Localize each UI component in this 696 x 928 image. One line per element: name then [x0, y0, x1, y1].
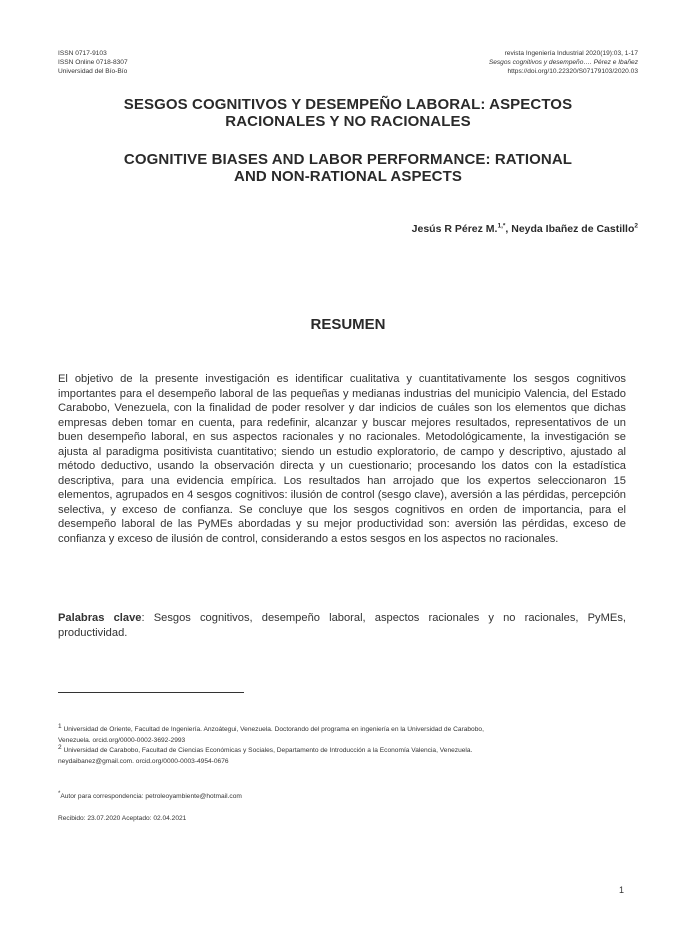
correspondence-mark: *	[58, 790, 61, 797]
issn-print: ISSN 0717-9103	[58, 50, 107, 57]
authors-line	[412, 223, 638, 235]
footnote-2-mark: 2	[58, 743, 62, 751]
author-separator: ,	[505, 223, 512, 235]
author-1: Jesús R Pérez M.	[411, 223, 498, 235]
title-english	[40, 151, 656, 185]
received-accepted-dates: Recibido: 23.07.2020 Aceptado: 02.04.2021	[58, 815, 187, 822]
keywords-label: Palabras clave	[58, 612, 142, 624]
footnote-1-mark: 1	[58, 722, 62, 730]
title-spanish	[40, 96, 656, 130]
header-left	[58, 49, 128, 77]
footnote-1	[58, 722, 638, 746]
doi-link[interactable]: https://doi.org/10.22320/S07179103/2020.03	[507, 68, 638, 76]
correspondence	[58, 790, 242, 800]
abstract-text: El objetivo de la presente investigación es identificar cualitativa y cuantitativamente los sesgos cognitivos importantes para el desempeño laboral de las pequeñas y medianas industrias del municipio Valencia, del Estado Carabobo, Venezuela, con la finalidad de poder resolver y dar indicios de cuáles son los elementos que dichas empresas deben tomar en cuenta, para redefinir, alcanzar y buscar mejores resultados, representativos de un buen desempeño laboral, en sus aspectos racionales y no racionales. Metodológicamente, la investigación se ajusta al paradigma positivista cuantitativo; siendo un estudio exploratorio, de campo y descriptivo, ajustado al método deductivo, usando la observación directa y un cuestionario; procesando los datos con la estadística descriptiva, para una evidencia empírica. Los resultados han arrojado que los expertos seleccionaron 15 elementos, agrupados en 4 sesgos cognitivos: ilusión de control (sesgo clave), aversión a las pérdidas, percepción selectiva, y exceso de confianza. Se concluye que los sesgos cognitivos en orden de importancia, para el desempeño laboral de las PyMEs abordadas y su mejor productividad son: aversión las pérdidas, exceso de confianza y exceso de ilusión de control, considerando a estos sesgos en los aspectos no racionales.	[58, 373, 626, 545]
footnote-1-line2: Venezuela. orcid.org/0000-0002-3692-2993	[58, 736, 186, 744]
footnotes	[58, 722, 638, 767]
title-spanish-line2: RACIONALES Y NO RACIONALES	[225, 113, 471, 130]
keywords	[58, 611, 626, 640]
footnote-2-line1: Universidad de Carabobo, Facultad de Ciencias Económicas y Sociales, Departamento de Introducción a la Economía Valencia, Venezuela.	[61, 747, 473, 754]
abstract-heading: RESUMEN	[310, 316, 386, 333]
header-right	[489, 49, 638, 77]
correspondence-text: Autor para correspondencia: petroleoyambiente@hotmail.com	[60, 793, 242, 800]
journal-citation: revista Ingeniería Industrial 2020(19):03, 1-17	[504, 50, 638, 57]
footnote-2	[58, 743, 638, 767]
author-1-affiliation-mark: 1,*	[497, 222, 506, 230]
author-2-affiliation-mark: 2	[634, 222, 638, 230]
title-spanish-line1: SESGOS COGNITIVOS Y DESEMPEÑO LABORAL: ASPECTOS	[123, 96, 573, 113]
title-english-line1: COGNITIVE BIASES AND LABOR PERFORMANCE: RATIONAL	[123, 151, 573, 168]
keywords-text: : Sesgos cognitivos, desempeño laboral, aspectos racionales y no racionales, PyMEs, productividad.	[58, 612, 626, 639]
author-2: Neyda Ibañez de Castillo	[511, 223, 635, 235]
university: Universidad del Bío-Bío	[58, 68, 128, 76]
issn-online: ISSN Online 0718-8307	[58, 59, 128, 67]
running-title: Sesgos cognitivos y desempeño…. Pérez e Ibañez	[488, 59, 638, 67]
title-english-line2: AND NON-RATIONAL ASPECTS	[234, 168, 462, 185]
footnote-1-line1: Universidad de Oriente, Facultad de Ingeniería. Anzoátegui, Venezuela. Doctorando del programa en ingeniería en la Universidad de Carabobo,	[61, 726, 484, 733]
footnote-divider	[58, 692, 244, 693]
footnote-2-line2: neydaibanez@gmail.com. orcid.org/0000-0003-4954-0676	[58, 757, 229, 765]
page-number: 1	[618, 885, 624, 895]
